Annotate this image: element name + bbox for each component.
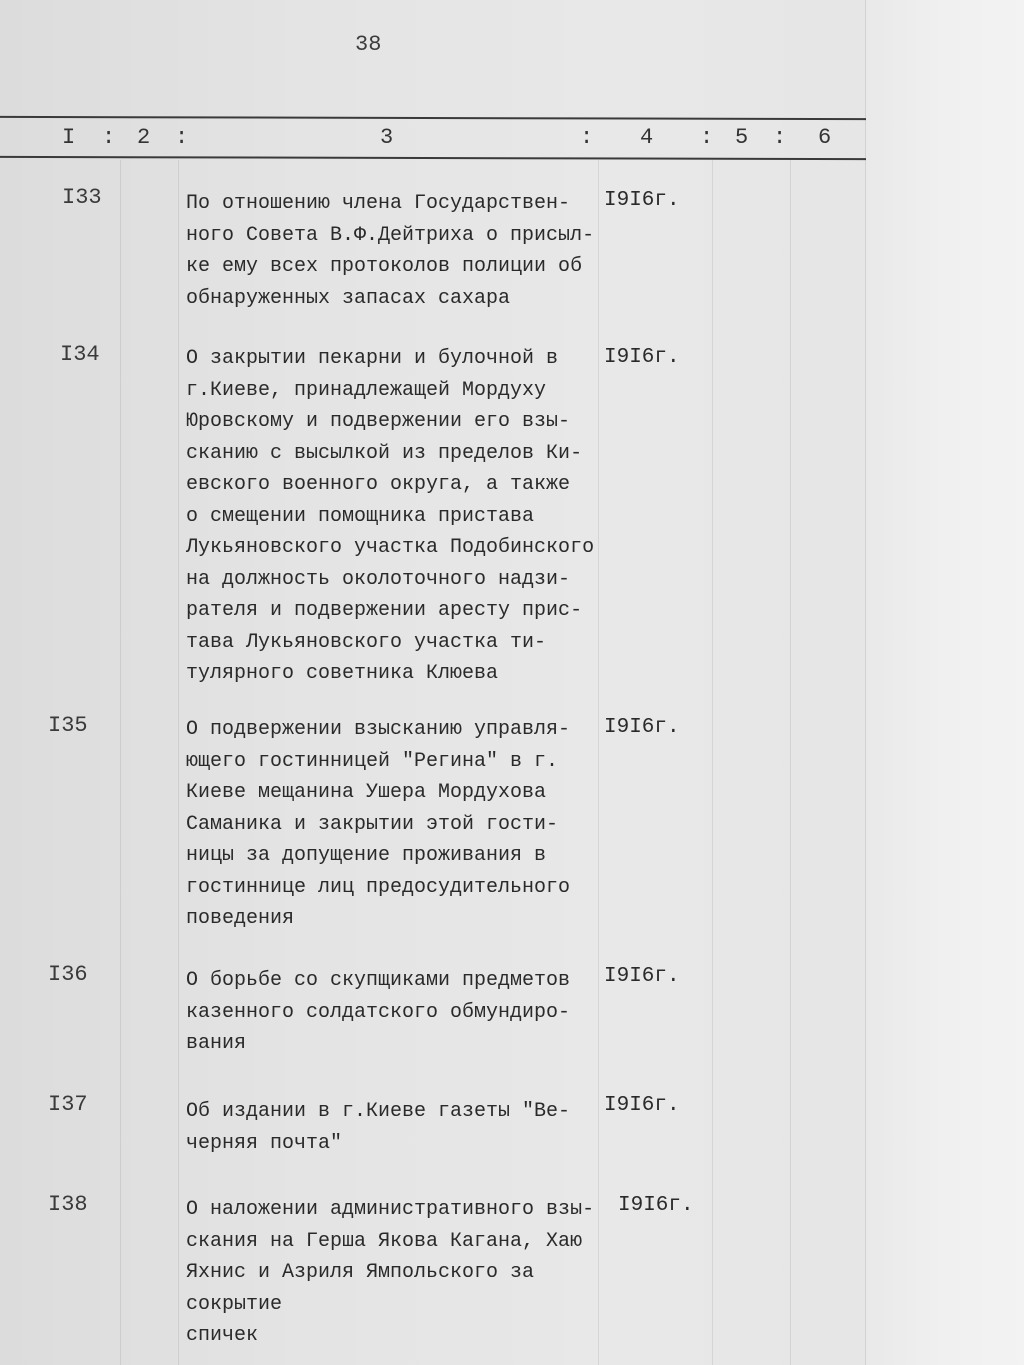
column-divider — [712, 160, 713, 1365]
entry-number: I35 — [48, 713, 88, 738]
column-header-4: 4 — [640, 125, 654, 150]
entry-number: I37 — [48, 1092, 88, 1117]
column-header-1: I — [62, 125, 76, 150]
column-header-5: 5 — [735, 125, 749, 150]
entry-description: О закрытии пекарни и булочной в г.Киеве, принадлежащей Мордуху Юровскому и подвержении его взы- сканию с высылкой из пределов Ки- евского военного округа, а также о смещении помощника пристава Лукьяновского участка Подобинского на должность околоточного надзи- рателя и подвержении аресту прис- тава Лукьяновского участка ти- тулярного советника Клюева — [186, 347, 595, 685]
entry-year: I9I6г. — [604, 965, 680, 988]
column-header-3: 3 — [380, 125, 394, 150]
entry-description: О наложении административного взы- скания на Герша Якова Кагана, Хаю Яхнис и Азриля Ямпольского за сокрытие спичек — [186, 1198, 595, 1347]
column-separator: : — [580, 125, 594, 150]
entry-year: I9I6г. — [604, 716, 680, 739]
entry-description: Об издании в г.Киеве газеты "Ве- черняя почта" — [186, 1100, 571, 1155]
entry-year: I9I6г. — [604, 1094, 680, 1117]
column-header-6: 6 — [818, 125, 832, 150]
entry-description: О подвержении взысканию управля- ющего гостинницей "Регина" в г. Киеве мещанина Ушера Мордухова Саманика и закрытии этой гости- ницы за допущение проживания в гостиннице лиц предосудительного поведения — [186, 718, 571, 930]
entry-number: I38 — [48, 1192, 88, 1217]
entry-number: I36 — [48, 962, 88, 987]
column-separator: : — [773, 125, 787, 150]
column-separator: : — [175, 125, 189, 150]
entry-description: О борьбе со скупщиками предметов казенного солдатского обмундиро- вания — [186, 969, 571, 1055]
entry-number: I34 — [60, 342, 100, 367]
header-top-rule — [0, 116, 866, 120]
entry-year: I9I6г. — [618, 1194, 694, 1217]
header-bottom-rule — [0, 156, 866, 160]
paper-edge — [865, 0, 1024, 1365]
entry-description: По отношению члена Государствен- ного Совета В.Ф.Дейтриха о присыл- ке ему всех протоколов полиции об обнаруженных запасах сахара — [186, 192, 595, 310]
entry-number: I33 — [62, 185, 102, 210]
column-header-2: 2 — [137, 125, 151, 150]
entry-year: I9I6г. — [604, 346, 680, 369]
column-divider — [120, 160, 121, 1365]
column-divider — [178, 160, 179, 1365]
page-number: 38 — [355, 32, 382, 57]
column-divider — [790, 160, 791, 1365]
column-separator: : — [102, 125, 116, 150]
column-separator: : — [700, 125, 714, 150]
entry-year: I9I6г. — [604, 189, 680, 212]
